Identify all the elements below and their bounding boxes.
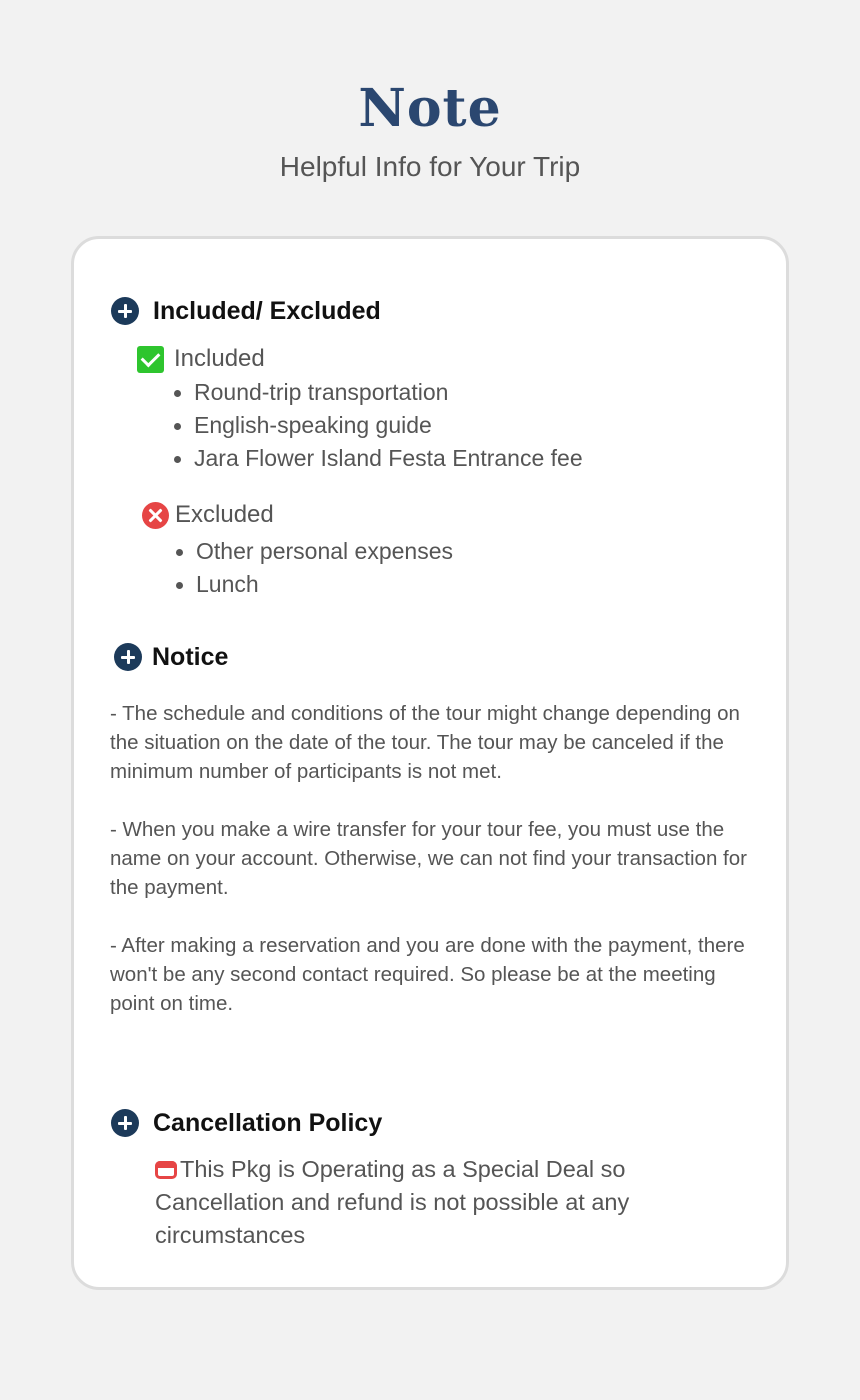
cancellation-policy-text: This Pkg is Operating as a Special Deal so Cancellation and refund is not possible at any circumstances	[155, 1156, 630, 1248]
info-card	[71, 236, 789, 1290]
check-box-icon	[137, 346, 164, 373]
list-item: Lunch	[174, 568, 453, 601]
page-title: Note	[358, 78, 502, 139]
included-heading	[137, 345, 265, 373]
list-item: Other personal expenses	[174, 535, 453, 568]
notice-paragraph: - The schedule and conditions of the tour might change depending on the situation on the date of the tour. The tour may be canceled if the minimum number of participants is not met.	[110, 702, 740, 783]
list-item: Jara Flower Island Festa Entrance fee	[172, 442, 583, 475]
list-item: English-speaking guide	[172, 409, 583, 442]
cross-circle-icon	[142, 502, 169, 529]
included-list	[172, 376, 583, 475]
included-label: Included	[174, 345, 265, 372]
excluded-label: Excluded	[175, 501, 274, 528]
page-subtitle: Helpful Info for Your Trip	[279, 151, 581, 182]
plus-circle-icon[interactable]	[114, 643, 142, 671]
notice-paragraph: - When you make a wire transfer for your tour fee, you must use the name on your account. Otherwise, we can not find your transaction for the payment.	[110, 818, 747, 899]
notice-paragraph: - After making a reservation and you are done with the payment, there won't be any second contact required. So please be at the meeting point on time.	[110, 934, 745, 1015]
plus-circle-icon[interactable]	[111, 1109, 139, 1137]
cancellation-text	[155, 1153, 715, 1252]
list-item: Round-trip transportation	[172, 376, 583, 409]
section-title: Notice	[152, 643, 229, 671]
excluded-heading	[142, 501, 274, 529]
section-header-cancellation[interactable]	[111, 1108, 382, 1138]
section-header-notice[interactable]	[114, 642, 228, 672]
plus-circle-icon[interactable]	[111, 297, 139, 325]
calendar-icon	[155, 1159, 177, 1179]
section-header-included-excluded[interactable]	[111, 296, 381, 326]
excluded-list	[174, 535, 453, 601]
section-title: Included/ Excluded	[153, 297, 381, 325]
section-title: Cancellation Policy	[153, 1109, 383, 1137]
